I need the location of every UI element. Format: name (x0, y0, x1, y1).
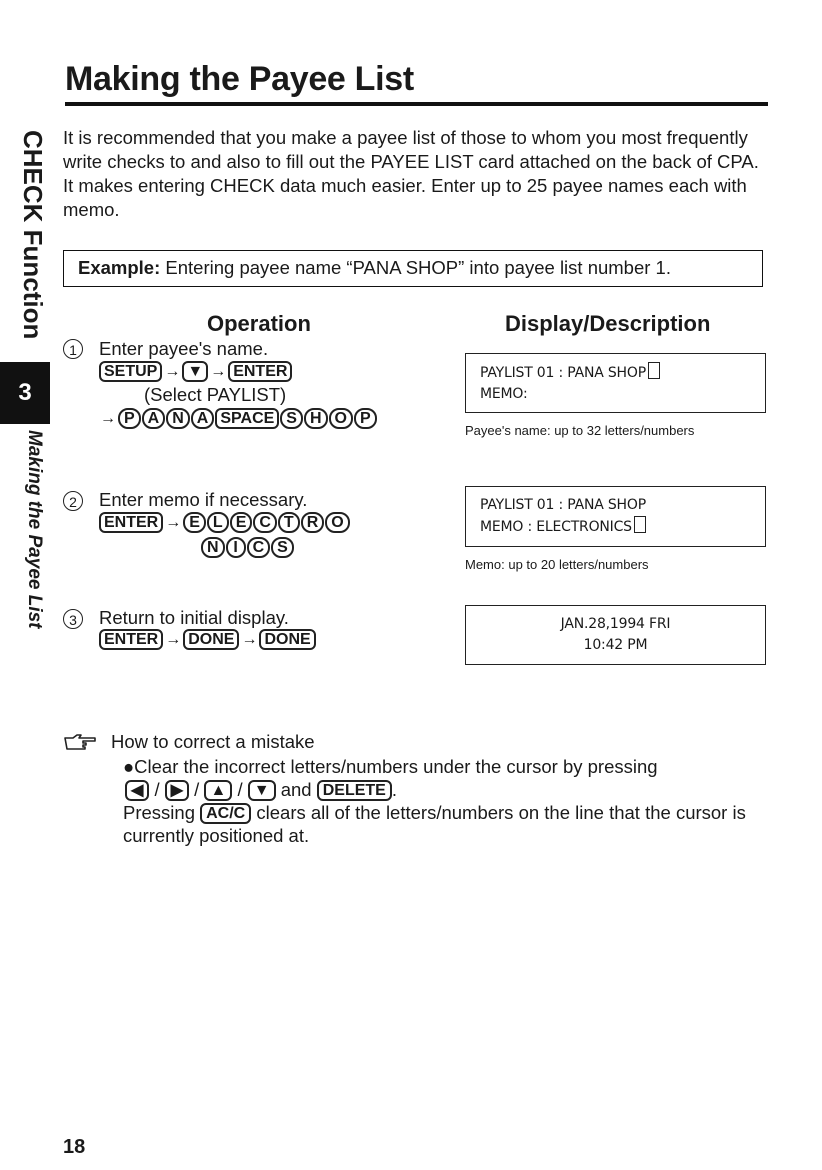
key-s: S (280, 408, 303, 429)
pointing-hand-icon (63, 733, 97, 751)
tip-acc-line (123, 801, 763, 847)
step-2-keys-line1 (99, 512, 350, 533)
step-2-caption: Memo: up to 20 letters/numbers (465, 557, 649, 572)
lcd-3-line2: 10:42 PM (583, 637, 648, 653)
lcd-2-line2: MEMO : ELECTRONICS (480, 519, 632, 535)
key-e: E (230, 512, 253, 533)
tip-acc-suffix: clears all of the letters/numbers on the line that the cursor is currently positioned at. (123, 802, 746, 846)
page-number: 18 (63, 1136, 86, 1158)
step-3-keys-line1 (99, 629, 316, 650)
key-down: ▼ (182, 361, 208, 382)
arrow-right-icon: → (210, 362, 227, 380)
right-arrow-key-icon: ▶ (165, 780, 189, 801)
key-done: DONE (183, 629, 239, 650)
tip-title: How to correct a mistake (111, 731, 315, 752)
step-2-text: Enter memo if necessary. (99, 489, 308, 510)
tip-body (123, 755, 763, 847)
intro-paragraph: It is recommended that you make a payee list of those to whom you most frequently write checks to and also to fill out the PAYEE LIST card attached on the back of CPA. It makes entering CHECK data much easier. Enter up to 25 payee names each with memo. (63, 127, 759, 220)
step-1-keys-line2 (99, 408, 377, 429)
lcd-display-3 (465, 605, 766, 665)
key-c: C (247, 537, 271, 558)
lcd-1-line1: PAYLIST 01 : PANA SHOP (480, 365, 646, 381)
key-n: N (166, 408, 190, 429)
step-1-note: (Select PAYLIST) (144, 384, 287, 405)
lcd-1-line2: MEMO: (480, 386, 528, 402)
up-arrow-key-icon: ▲ (204, 780, 232, 801)
key-h: H (304, 408, 328, 429)
left-arrow-key-icon: ◀ (125, 780, 149, 801)
step-1-caption: Payee's name: up to 32 letters/numbers (465, 423, 695, 438)
lcd-2-line1: PAYLIST 01 : PANA SHOP (480, 497, 646, 513)
example-label: Example: (78, 257, 161, 278)
title-rule (65, 102, 768, 106)
key-s: S (271, 537, 294, 558)
example-text: Entering payee name “PANA SHOP” into payee list number 1. (165, 257, 671, 278)
tip-bullet: ●Clear the incorrect letters/numbers under the cursor by pressing (123, 756, 658, 777)
arrow-right-icon: → (241, 630, 258, 648)
arrow-right-icon: → (164, 362, 181, 380)
down-arrow-key-icon: ▼ (248, 780, 276, 801)
lcd-display-2 (465, 486, 766, 547)
side-section-title-text: Making the Payee List (24, 430, 45, 629)
key-enter: ENTER (99, 629, 163, 650)
key-p: P (118, 408, 141, 429)
arrow-right-icon: → (100, 409, 116, 427)
side-chapter-title-text: CHECK Function (18, 130, 48, 340)
step-number-3: 3 (63, 609, 83, 629)
key-c: C (253, 512, 277, 533)
lcd-3-line1: JAN.28,1994 FRI (560, 616, 671, 632)
key-done: DONE (259, 629, 315, 650)
key-o: O (329, 408, 353, 429)
key-r: R (301, 512, 325, 533)
key-i: I (226, 537, 246, 558)
step-1-keys-line1 (99, 361, 292, 382)
acc-key: AC/C (200, 803, 251, 824)
cursor-icon (634, 516, 646, 533)
key-setup: SETUP (99, 361, 162, 382)
delete-key: DELETE (317, 780, 392, 801)
display-header: Display/Description (505, 311, 711, 336)
key-t: T (278, 512, 300, 533)
chapter-number-tab: 3 (0, 362, 50, 424)
side-chapter-title (12, 130, 52, 360)
cursor-icon (648, 362, 660, 379)
key-space: SPACE (215, 408, 279, 429)
lcd-display-1 (465, 353, 766, 413)
key-a: A (142, 408, 166, 429)
key-o: O (325, 512, 349, 533)
key-l: L (207, 512, 229, 533)
page-title: Making the Payee List (65, 60, 414, 98)
operation-header: Operation (207, 311, 311, 336)
key-enter: ENTER (99, 512, 163, 533)
step-number-1: 1 (63, 339, 83, 359)
step-number-2: 2 (63, 491, 83, 511)
key-enter: ENTER (228, 361, 292, 382)
key-p: P (354, 408, 377, 429)
key-e: E (183, 512, 206, 533)
arrow-right-icon: → (165, 513, 182, 531)
tip-keys-line: ◀ / ▶ / ▲ / ▼ and DELETE . (125, 778, 763, 801)
step-1-text: Enter payee's name. (99, 338, 269, 359)
step-2-keys-line2 (201, 537, 294, 558)
tip-and: and (280, 779, 312, 800)
example-box (63, 250, 763, 287)
key-n: N (201, 537, 225, 558)
key-a: A (191, 408, 215, 429)
tip-acc-prefix: Pressing (123, 802, 195, 823)
side-section-title (12, 430, 52, 650)
arrow-right-icon: → (165, 630, 182, 648)
step-3-text: Return to initial display. (99, 607, 289, 628)
